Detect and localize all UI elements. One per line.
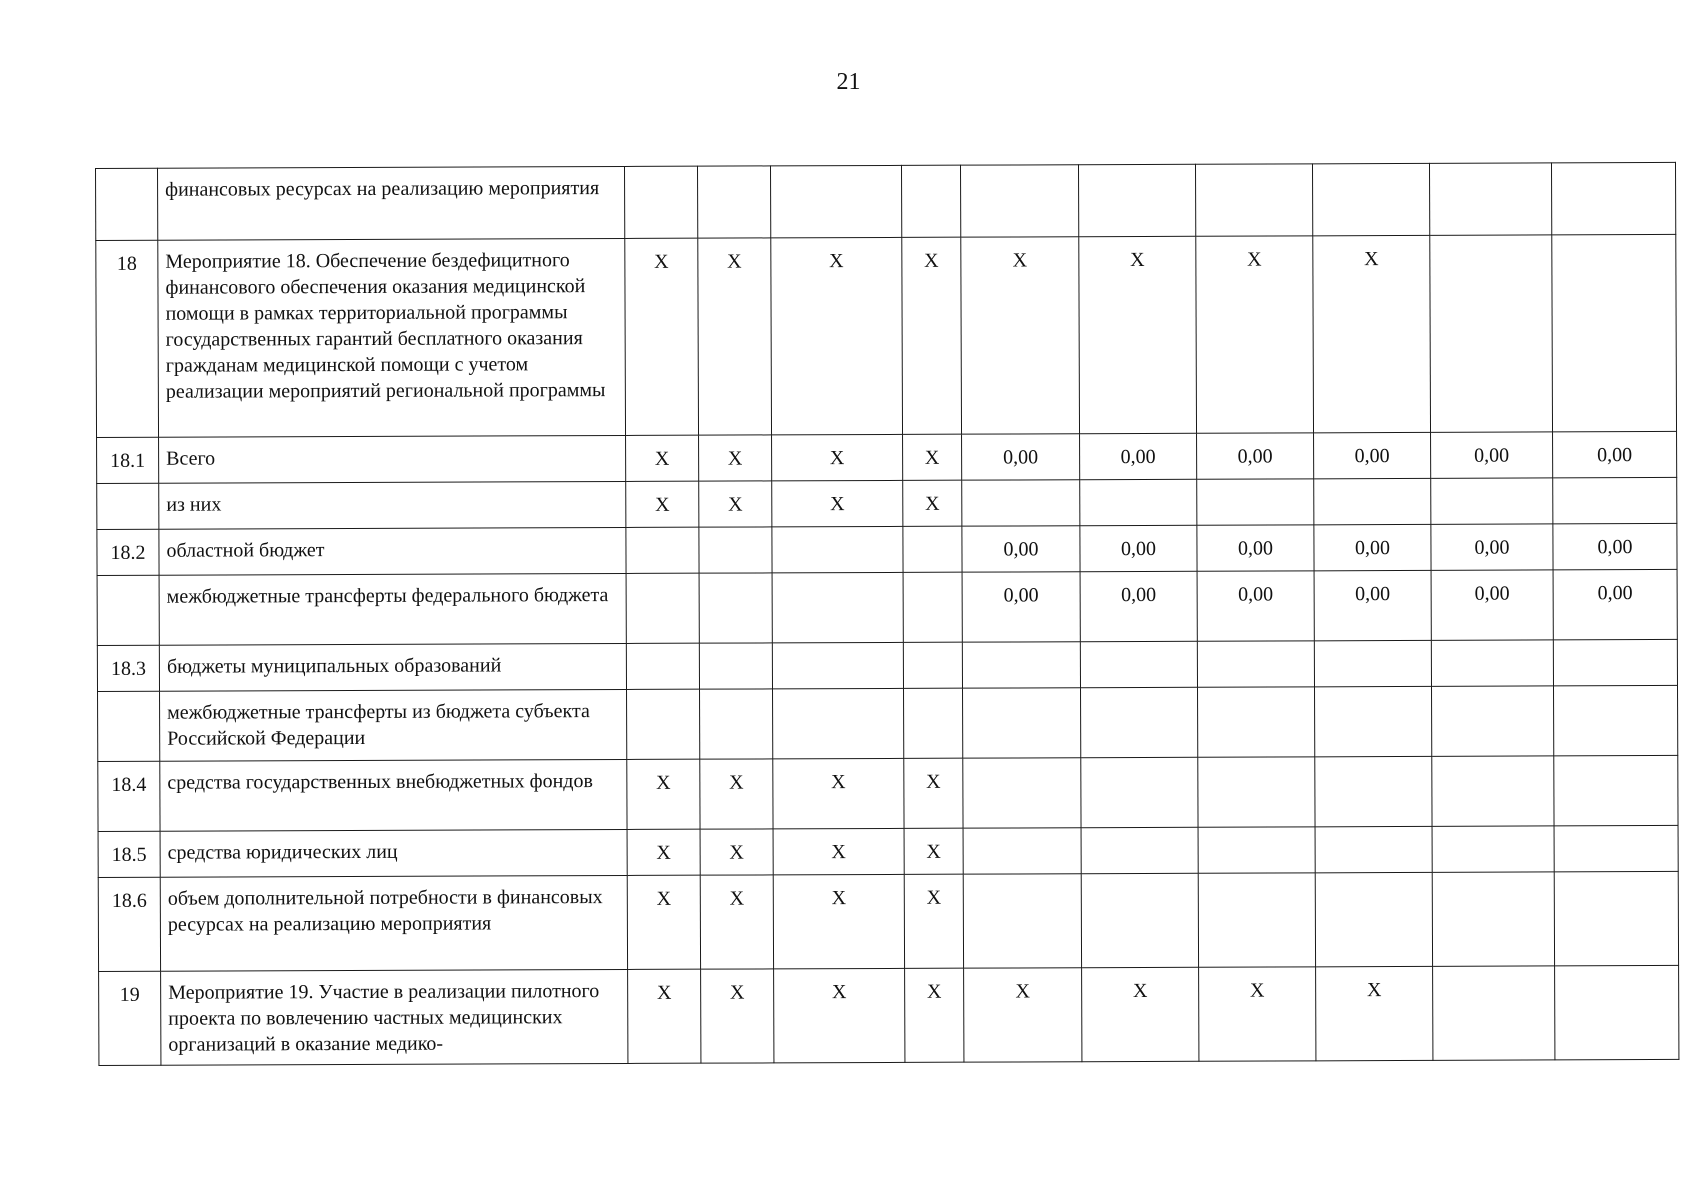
table-cell [1081,687,1198,757]
row-number: 18.2 [97,529,159,575]
row-number: 18.5 [98,831,160,877]
table-cell: 0,00 [1553,431,1677,477]
table-cell: 0,00 [1080,525,1197,571]
table-cell: Х [700,829,773,875]
table-cell [1552,234,1677,431]
table-cell [962,480,1080,526]
table-cell [1080,641,1197,687]
table-cell [1554,825,1678,871]
page-number: 21 [836,69,861,95]
table-cell: 0,00 [1197,525,1314,571]
row-description: из них [159,481,626,529]
row-description: Мероприятие 19. Участие в реализации пилотного проекта по вовлечению частных медицинских организаций в оказание медико- [161,969,628,1065]
row-description: межбюджетные трансферты федерального бюджета [159,573,626,645]
table-cell [773,688,904,759]
table-cell [1080,479,1197,525]
table-cell [1197,641,1314,687]
table-cell: Х [700,875,773,969]
table-cell [903,642,962,688]
table-cell: 0,00 [962,434,1080,480]
table-cell: Х [1082,967,1199,1061]
table-cell [963,828,1081,874]
table-cell [1314,640,1431,686]
table-row [97,569,1677,645]
table-cell [1315,826,1432,872]
table-cell [904,688,963,758]
table-cell: 0,00 [1314,570,1431,640]
table-cell [1432,756,1554,826]
table-cell [1432,826,1554,872]
table-cell [1429,163,1551,235]
table-cell: 0,00 [1197,433,1314,479]
table-cell [963,874,1081,968]
table-cell [903,526,962,572]
table-cell [903,572,962,642]
table-cell: Х [1313,235,1431,432]
row-number: 19 [99,971,161,1065]
row-number [96,168,158,240]
table-cell [699,643,772,689]
table-cell: Х [961,237,1080,434]
row-number [98,691,160,761]
table-cell [1432,686,1554,756]
row-description: областной бюджет [159,527,626,575]
row-description: объем дополнительной потребности в финансовых ресурсах на реализацию мероприятия [160,875,627,971]
row-number: 18.1 [97,437,159,483]
table-cell [770,165,901,238]
table-row [97,477,1677,529]
table-cell [772,526,903,573]
table-cell: 0,00 [1080,433,1197,479]
table-cell [960,165,1078,237]
table-cell: Х [903,434,962,480]
table-cell: Х [627,875,700,969]
table-cell: Х [774,968,905,1063]
row-description: бюджеты муниципальных образований [159,643,626,691]
table-cell [1553,477,1677,523]
table-cell [697,166,770,238]
table-cell [1553,639,1677,685]
row-description: средства государственных внебюджетных фондов [160,759,627,831]
table-cell [1078,164,1195,236]
table-cell [772,572,903,643]
table-cell: Х [904,758,963,828]
table-row [98,685,1678,761]
table-cell: Х [904,828,963,874]
table-row [96,162,1676,240]
table-cell: Х [627,759,700,829]
table-cell: Х [701,969,774,1063]
table-cell: Х [905,968,964,1062]
table-cell [1198,757,1315,827]
financing-table [95,162,1679,1066]
table-cell: Х [699,435,772,481]
table-cell [1433,966,1555,1060]
table-cell: Х [903,480,962,526]
table-cell [627,689,700,759]
table-cell [699,527,772,573]
table-cell: Х [699,481,772,527]
table-row [97,639,1677,691]
row-description: средства юридических лиц [160,829,627,877]
table-cell [1198,873,1315,967]
table-cell [901,165,960,237]
table-cell [1197,479,1314,525]
table-row [96,234,1677,437]
table-cell [1198,687,1315,757]
row-description: Всего [159,435,626,483]
table-cell [1554,871,1678,965]
table-cell: Х [773,828,904,875]
table-cell: Х [626,435,699,481]
table-cell [772,642,903,689]
table-cell: 0,00 [1314,524,1431,570]
table-cell [1081,827,1198,873]
table-cell: 0,00 [962,526,1080,572]
table-row [98,825,1678,877]
table-row [98,755,1678,831]
table-cell: Х [772,434,903,481]
table-cell [1315,872,1432,966]
table-row [99,965,1679,1065]
table-row [97,431,1677,483]
table-cell [1315,756,1432,826]
table-cell: 0,00 [1431,524,1553,570]
table-cell [624,166,697,238]
table-cell [626,527,699,573]
table-cell: 0,00 [1553,523,1677,569]
table-cell: 0,00 [1431,570,1553,640]
table-cell: Х [1079,236,1197,433]
table-cell [962,642,1080,688]
table-cell [1081,873,1198,967]
table-cell [1312,163,1429,235]
table-cell: Х [625,238,699,435]
table-cell: Х [1316,966,1433,1060]
row-number [97,575,159,645]
table-cell [626,643,699,689]
table-cell [1431,478,1553,524]
table-cell [1195,164,1312,236]
table-cell: Х [627,829,700,875]
table-cell [700,689,773,759]
table-cell [699,573,772,643]
table-cell [963,758,1081,828]
row-description: Мероприятие 18. Обеспечение бездефицитного финансового обеспечения оказания медицинской помощи в рамках территориальной программы государственных гарантий бесплатного оказания гражданам медицинской помощи с учетом реализации мероприятий региональной программы [158,238,626,437]
table-cell: 0,00 [1197,571,1314,641]
table-cell: Х [1199,967,1316,1061]
table-cell [1432,872,1554,966]
table-cell: Х [1196,236,1314,433]
table-cell: Х [902,237,962,434]
table-cell: 0,00 [962,572,1080,642]
table-cell: Х [904,874,963,968]
table-cell: Х [964,968,1082,1062]
table-cell: Х [772,480,903,527]
table-cell: 0,00 [1080,571,1197,641]
row-number [97,483,159,529]
table-cell [1081,757,1198,827]
table-cell: Х [771,237,903,435]
table-cell: Х [773,874,904,969]
table-row [98,871,1678,971]
table-cell [1430,235,1553,432]
table-cell [1315,686,1432,756]
table-cell: Х [698,238,772,435]
table-cell [1431,640,1553,686]
row-number: 18.3 [97,645,159,691]
table-cell: Х [773,758,904,829]
table-row [97,523,1677,575]
table-cell [1554,755,1678,825]
table-cell [1551,162,1675,234]
table-cell: 0,00 [1553,569,1677,639]
table-cell [1314,478,1431,524]
table-cell: Х [700,759,773,829]
row-description: межбюджетные трансферты из бюджета субъекта Российской Федерации [160,689,627,761]
table-cell [1555,965,1679,1059]
table-cell [1198,827,1315,873]
table-cell: Х [628,969,701,1063]
row-number: 18.4 [98,761,160,831]
row-number: 18.6 [98,877,160,971]
table-cell [626,573,699,643]
table-cell: 0,00 [1314,432,1431,478]
row-description: финансовых ресурсах на реализацию мероприятия [158,166,625,240]
table-cell [963,688,1081,758]
table-cell: Х [626,481,699,527]
table-cell [1553,685,1677,755]
table-cell: 0,00 [1431,432,1553,478]
row-number: 18 [96,240,159,437]
